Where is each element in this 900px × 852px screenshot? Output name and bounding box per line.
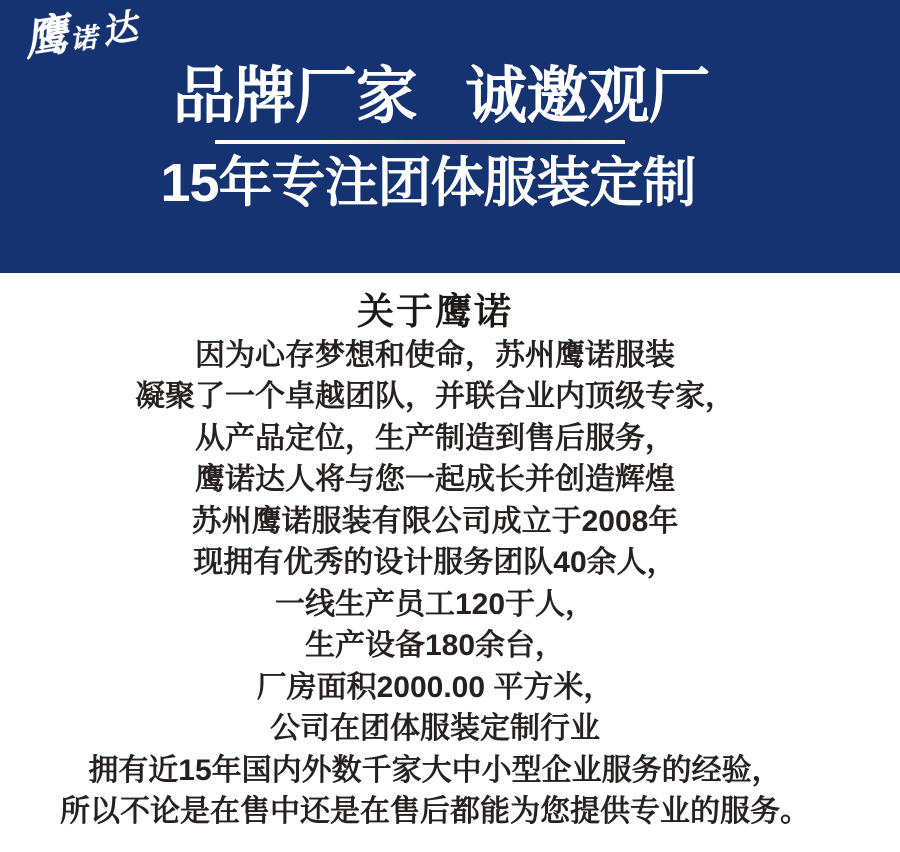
hero-banner xyxy=(0,0,900,273)
logo-char-nuo: 诺 xyxy=(68,22,99,56)
about-line: 因为心存梦想和使命，苏州鹰诺服装 xyxy=(195,338,675,372)
banner-divider xyxy=(215,140,625,144)
about-heading: 关于鹰诺 xyxy=(357,291,513,332)
about-line: 苏州鹰诺服装有限公司成立于2008年 xyxy=(191,504,679,538)
about-line: 公司在团体服装定制行业 xyxy=(270,712,600,746)
about-line: 厂房面积2000.00 平方米， xyxy=(256,670,614,704)
logo-char-ying: 鹰 xyxy=(20,9,72,66)
about-line: 一线生产员工120于人， xyxy=(274,587,596,621)
brand-logo xyxy=(22,8,152,72)
logo-char-da: 达 xyxy=(98,7,141,52)
banner-title: 品牌厂家 诚邀观厂 xyxy=(172,62,710,131)
banner-subtitle: 15年专注团体服装定制 xyxy=(160,153,696,213)
about-line: 凝聚了一个卓越团队，并联合业内顶级专家， xyxy=(135,380,735,414)
about-line: 现拥有优秀的设计服务团队40余人， xyxy=(193,546,677,580)
about-line: 鹰诺达人将与您一起成长并创造辉煌 xyxy=(195,463,675,497)
about-line: 拥有近15年国内外数千家大中小型企业服务的经验， xyxy=(88,753,782,787)
about-line: 所以不论是在售中还是在售后都能为您提供专业的服务。 xyxy=(60,795,810,829)
about-section xyxy=(0,273,870,833)
about-line: 生产设备180余台， xyxy=(304,629,566,663)
about-line: 从产品定位，生产制造到售后服务， xyxy=(195,421,675,455)
